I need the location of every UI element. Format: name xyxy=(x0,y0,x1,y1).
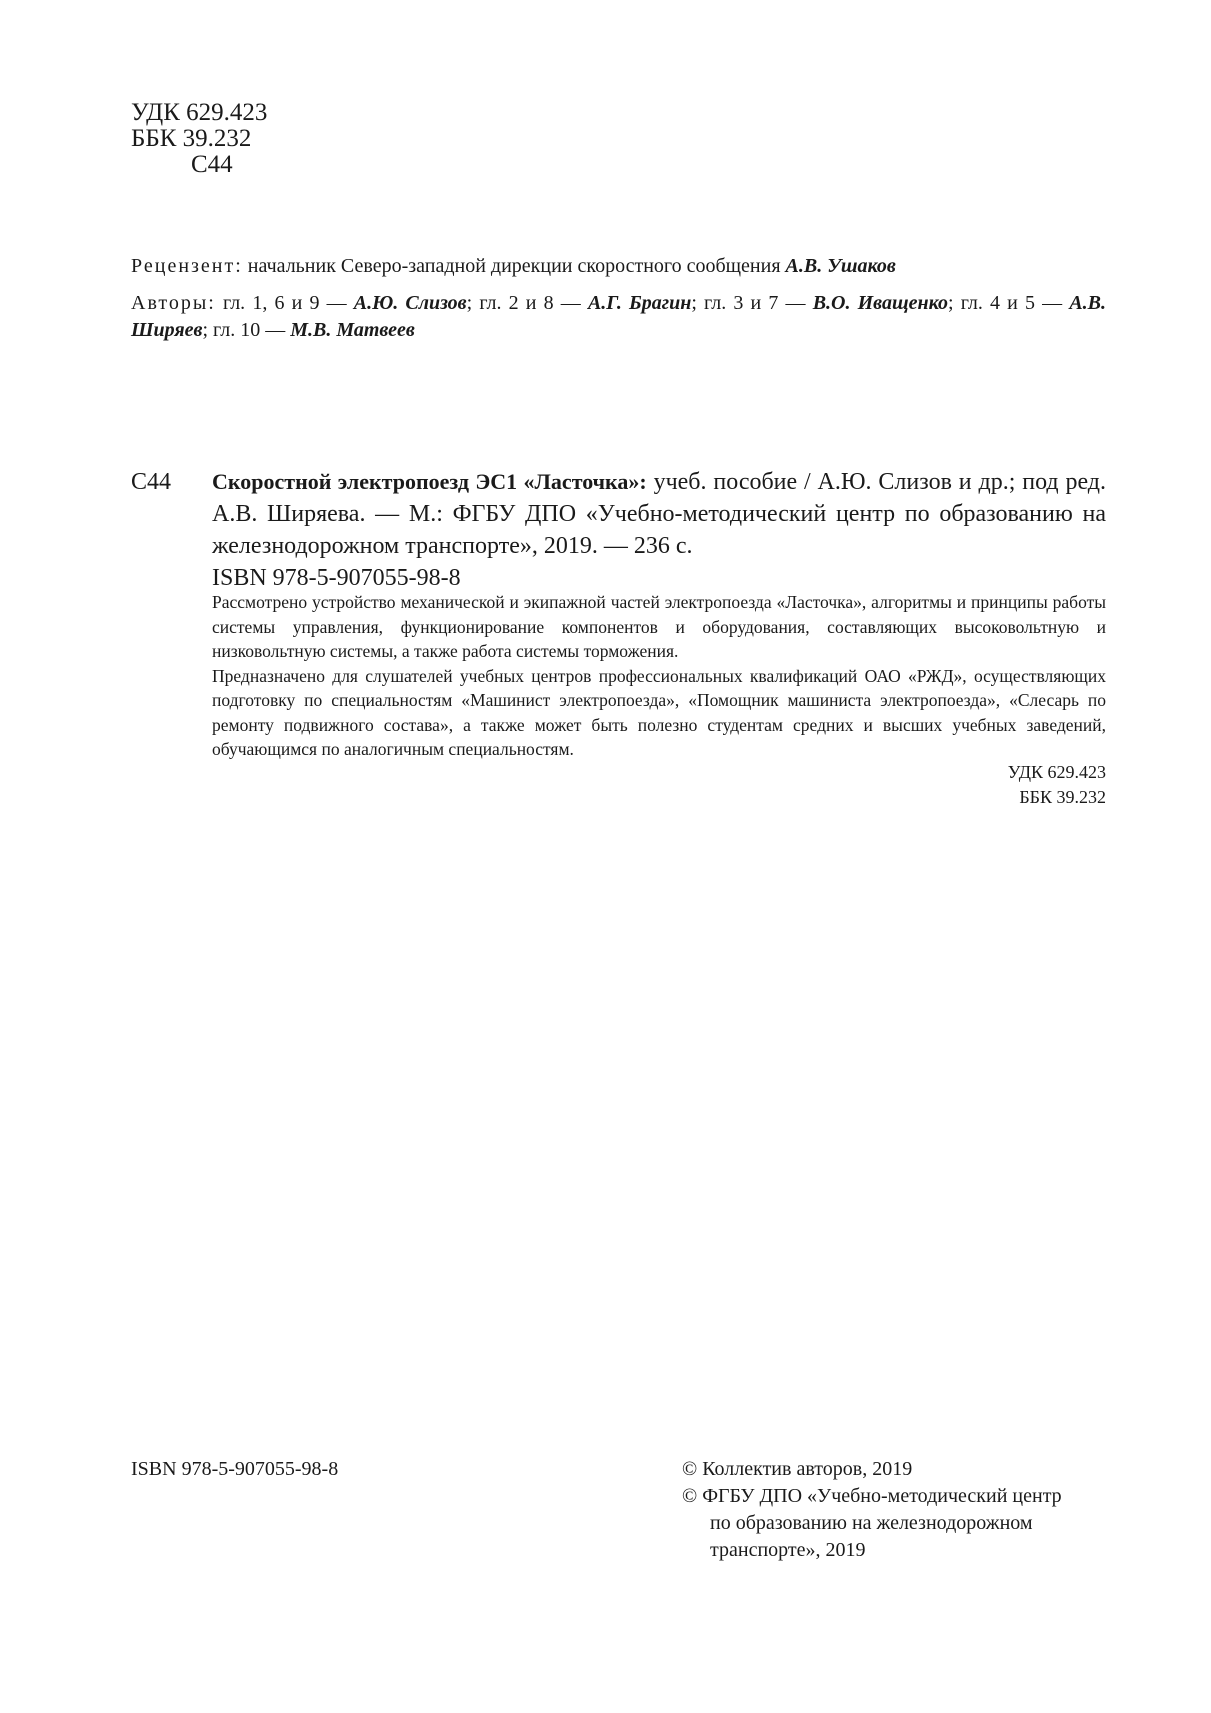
card-isbn: ISBN 978-5-907055-98-8 xyxy=(212,565,461,591)
copyright-line: © Коллектив авторов, 2019 xyxy=(682,1458,913,1480)
udk-code-right: УДК 629.423 xyxy=(1007,762,1106,782)
authors-part: гл. 1, 6 и 9 — xyxy=(215,292,354,314)
bibliographic-description xyxy=(212,466,1106,562)
author-name: М.В. Матвеев xyxy=(290,319,415,341)
classification-codes xyxy=(131,100,267,178)
author-sign: С44 xyxy=(191,151,233,178)
reviewer-line xyxy=(131,254,1106,278)
footer-isbn: ISBN 978-5-907055-98-8 xyxy=(131,1458,339,1480)
copyright-line: транспорте», 2019 xyxy=(710,1539,866,1561)
annotation-paragraph: Рассмотрено устройство механической и экипажной частей электропоезда «Ласточка», алгоритмы и принципы работы системы управления, функционирование компонентов и оборудования, составляющих высоковольтную и низковольтную системы, а также работа системы торможения. xyxy=(212,592,1106,661)
authors-part: ; гл. 2 и 8 — xyxy=(466,292,588,314)
authors-part: ; гл. 10 — xyxy=(202,319,291,341)
author-name: А.В. Ширяев xyxy=(131,292,1107,341)
author-name: А.Г. Брагин xyxy=(587,292,692,314)
udk-code: УДК 629.423 xyxy=(131,99,268,126)
reviewer-name: А.В. Ушаков xyxy=(785,255,896,277)
bbk-code-right: ББК 39.232 xyxy=(1019,787,1106,807)
bibliographic-card xyxy=(131,466,1106,594)
index-codes-right xyxy=(900,760,1106,810)
author-name: В.О. Иващенко xyxy=(812,292,948,314)
reviewer-label: Рецензент: xyxy=(131,255,243,277)
authors-block xyxy=(131,290,1106,344)
annotation-paragraph: Предназначено для слушателей учебных центров профессиональных квалификаций ОАО «РЖД», осуществляющих подготовку по специальностям «Машинист электропоезда», «Помощник машиниста электропоезда», «Слесарь по ремонту подвижного состава», а также может быть полезно студентам средних и высших учебных заведений, обучающимся по аналогичным специальностям. xyxy=(212,665,1106,759)
bbk-code: ББК 39.232 xyxy=(131,125,252,152)
authors-label: Авторы: xyxy=(131,292,216,314)
reviewer-text: начальник Северо-западной дирекции скоростного сообщения xyxy=(242,255,786,277)
authors-part: ; гл. 3 и 7 — xyxy=(691,292,813,314)
book-title: Скоростной электропоезд ЭС1 «Ласточка»: xyxy=(212,469,647,494)
bibliographic-rest: учеб. пособие / А.Ю. Слизов и др.; под ред. А.В. Ширяева. — М.: ФГБУ ДПО «Учебно-методический центр по образованию на железнодорожном транспорте», 2019. — 236 с. xyxy=(212,469,1106,559)
copyright-line: по образованию на железнодорожном xyxy=(710,1512,1033,1534)
annotation xyxy=(212,590,1106,762)
author-name: А.Ю. Слизов xyxy=(353,292,467,314)
copyright-block xyxy=(682,1456,1112,1564)
authors-part: ; гл. 4 и 5 — xyxy=(948,292,1070,314)
card-code: С44 xyxy=(131,469,172,495)
copyright-line: © ФГБУ ДПО «Учебно-методический центр xyxy=(682,1485,1062,1507)
